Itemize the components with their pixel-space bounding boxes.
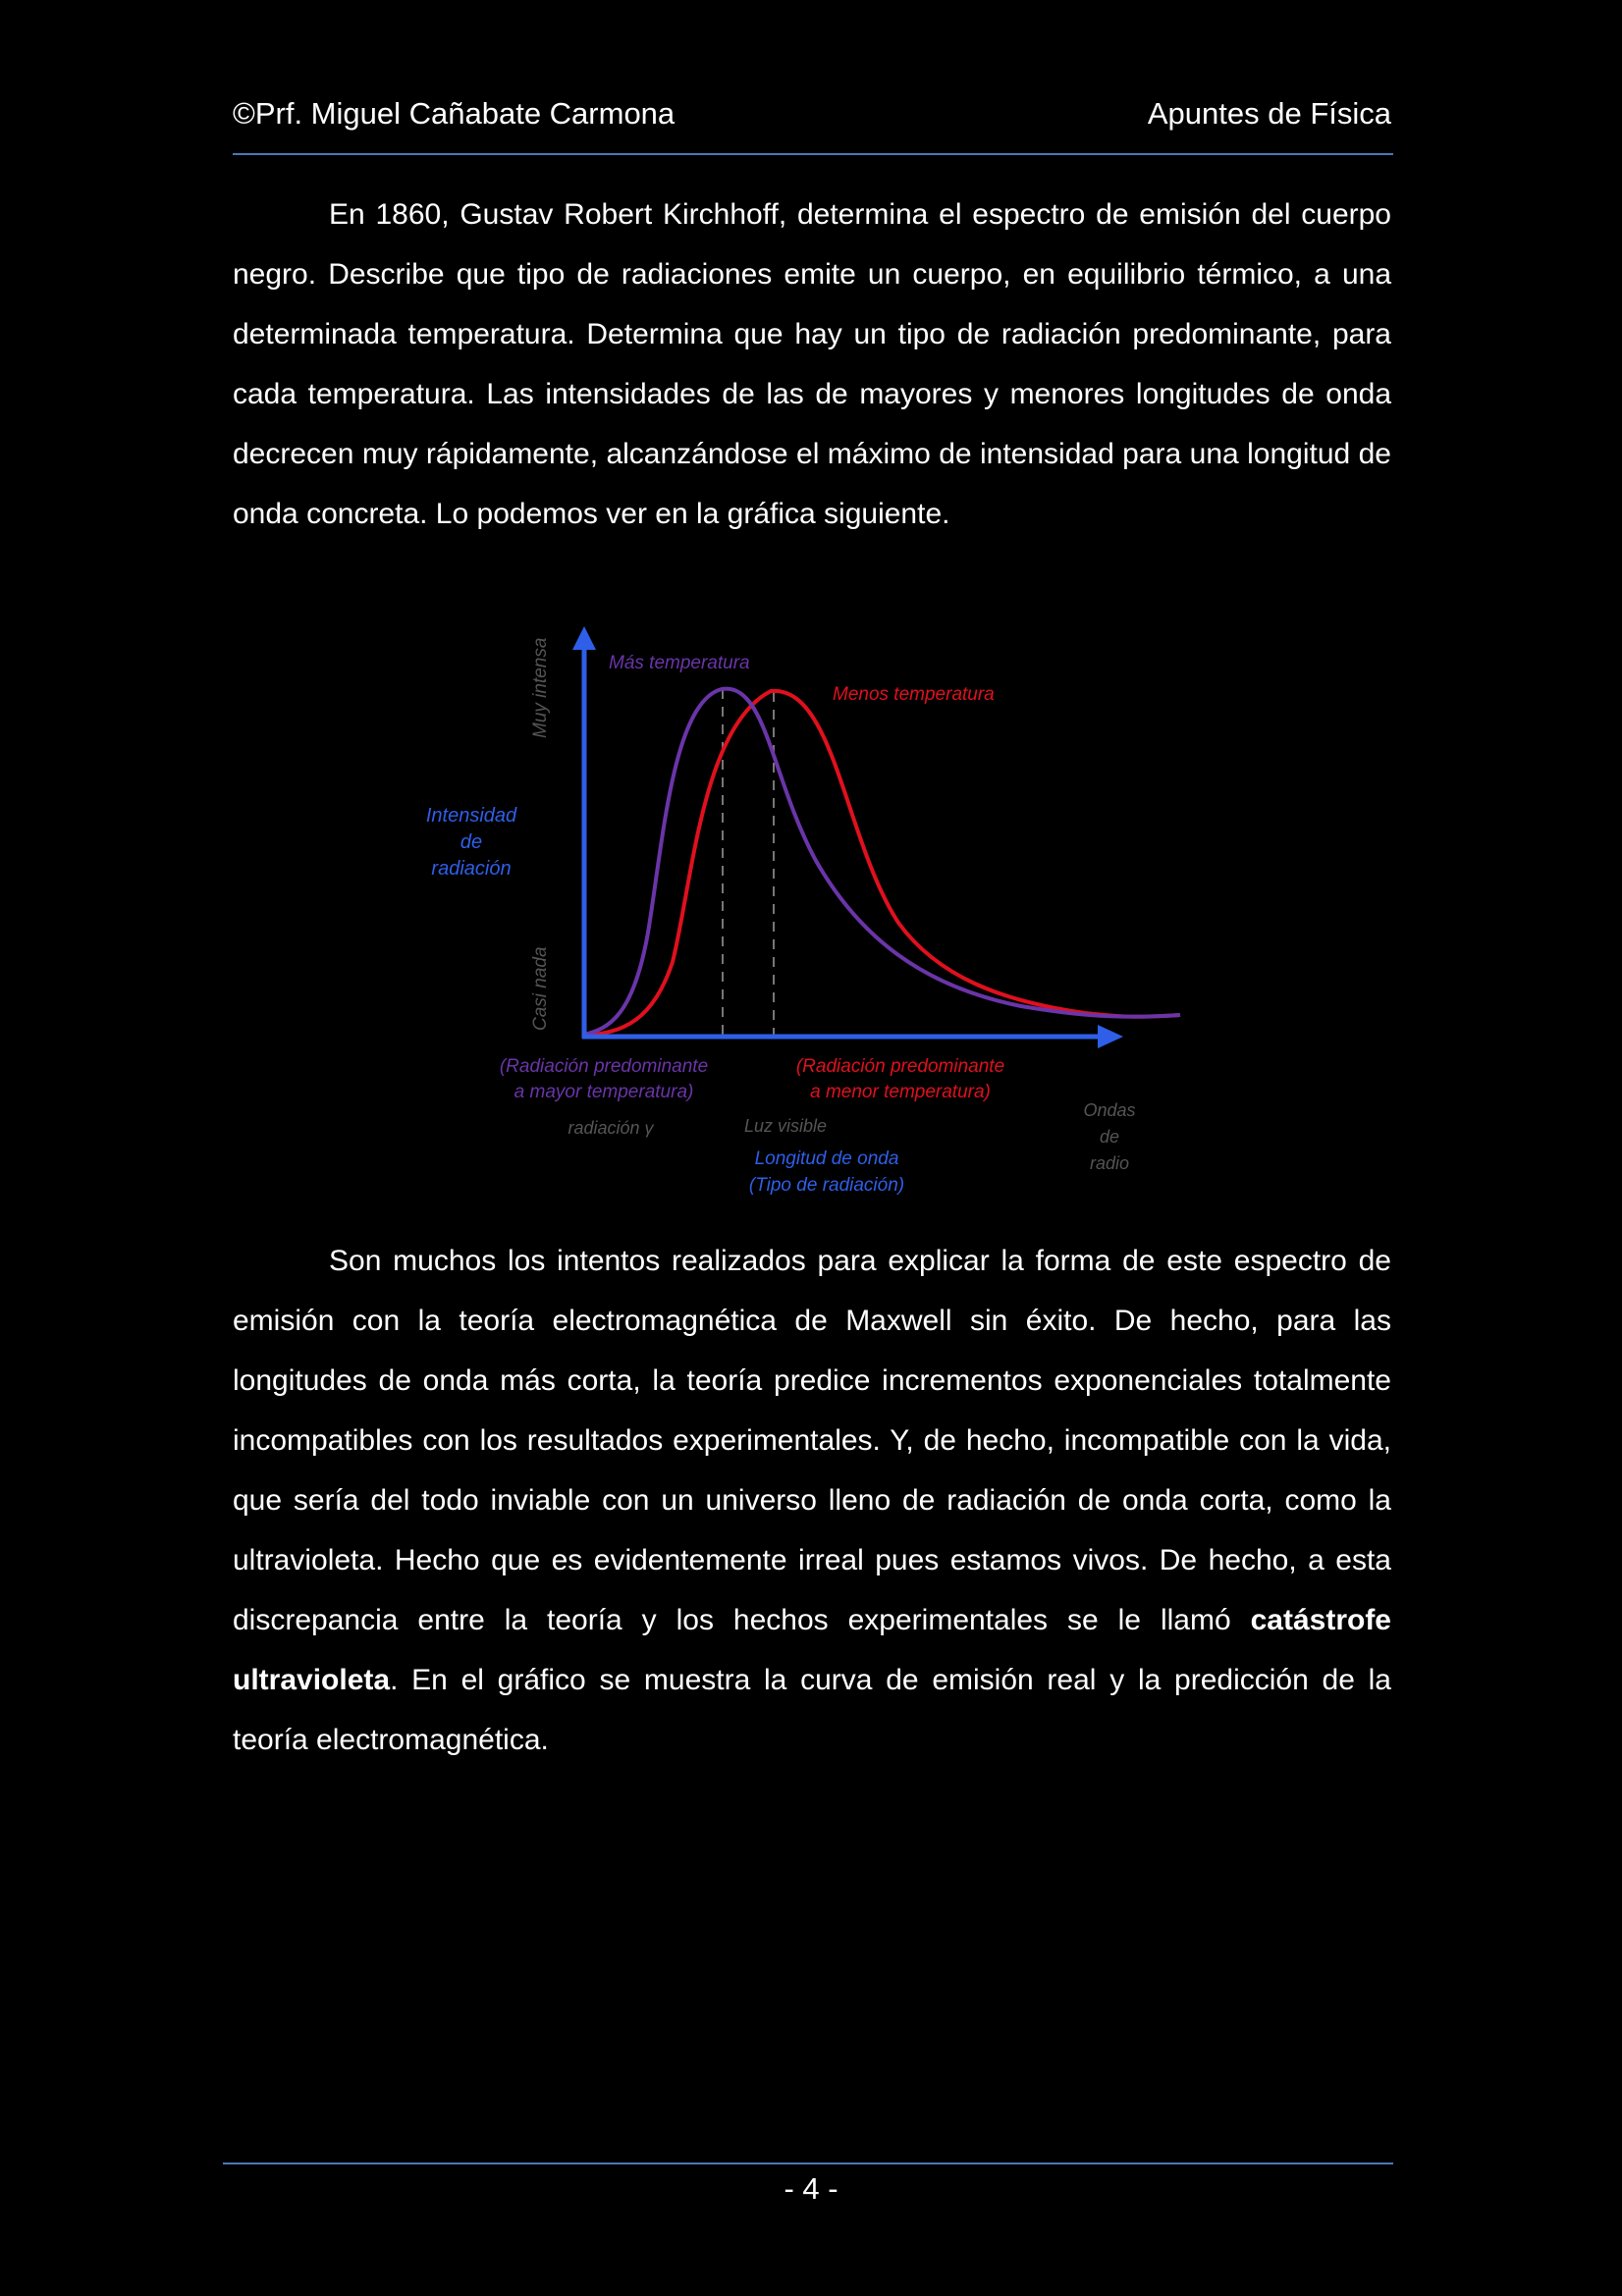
y-label-line2: de (460, 831, 483, 853)
footer-rule (223, 2163, 1393, 2164)
blackbody-figure (412, 609, 1198, 1207)
curve-cold-label: Menos temperatura (833, 684, 995, 705)
paragraph2-text-after: . En el gráfico se muestra la curva de emisión real y la predicción de la teoría electromagnética. (233, 1664, 1391, 1756)
y-axis-bottom-label: Casi nada (530, 946, 551, 1031)
paragraph-ultraviolet (233, 1231, 1391, 1770)
y-axis-top-label: Muy intensa (530, 637, 551, 738)
curve-hot (584, 689, 1180, 1035)
header-rule (233, 153, 1393, 155)
blackbody-diagram (412, 609, 1198, 1207)
peak-cold-label-line1: (Radiación predominante (795, 1056, 1005, 1077)
x-label-line1: Longitud de onda (754, 1148, 899, 1169)
y-label-line3: radiación (431, 858, 512, 880)
paragraph2-text-before: Son muchos los intentos realizados para explicar la forma de este espectro de emisión con la teoría electromagnética de Maxwell sin éxito. De hecho, para las longitudes de onda más corta, la teoría predice incrementos exponenciales totalmente incompatibles con los resultados experimentales. Y, de hecho, incompatible con la vida, que sería del todo inviable con un universo lleno de radiación de onda corta, como la ultravioleta. Hecho que es evidentemente irreal pues estamos vivos. De hecho, a esta discrepancia entre la teoría y los hechos experimentales se le llamó (233, 1245, 1391, 1636)
x-label-line2: (Tipo de radiación) (748, 1175, 905, 1196)
page-number: - 4 - (784, 2171, 838, 2206)
y-axis-arrow (572, 626, 596, 650)
curve-hot-label: Más temperatura (609, 653, 750, 673)
gamma-label: radiación γ (568, 1118, 654, 1138)
peak-cold-label-line2: a menor temperatura) (810, 1082, 991, 1102)
header-author: ©Prf. Miguel Cañabate Carmona (233, 96, 676, 131)
header-title: Apuntes de Física (1147, 96, 1391, 131)
radio-label-line3: radio (1089, 1153, 1130, 1173)
page-header (233, 96, 1391, 132)
radio-label-line1: Ondas (1083, 1100, 1136, 1120)
radio-label-line2: de (1099, 1127, 1120, 1147)
x-axis-arrow (1098, 1025, 1123, 1048)
paragraph2-bold-term: catástrofe ultravioleta (233, 1604, 1391, 1696)
visible-label: Luz visible (743, 1116, 828, 1136)
peak-hot-label-line1: (Radiación predominante (499, 1056, 709, 1077)
paragraph-intro: En 1860, Gustav Robert Kirchhoff, determina el espectro de emisión del cuerpo negro. Describe que tipo de radiaciones emite un cuerpo, en equilibrio térmico, a una determinada temperatura. Determina que hay un tipo de radiación predominante, para cada temperatura. Las intensidades de las de mayores y menores longitudes de onda decrecen muy rápidamente, alcanzándose el máximo de intensidad para una longitud de onda concreta. Lo podemos ver en la gráfica siguiente. (233, 198, 1391, 530)
y-label-line1: Intensidad (425, 805, 517, 827)
peak-hot-label-line2: a mayor temperatura) (514, 1082, 694, 1102)
curve-cold (584, 691, 1180, 1036)
